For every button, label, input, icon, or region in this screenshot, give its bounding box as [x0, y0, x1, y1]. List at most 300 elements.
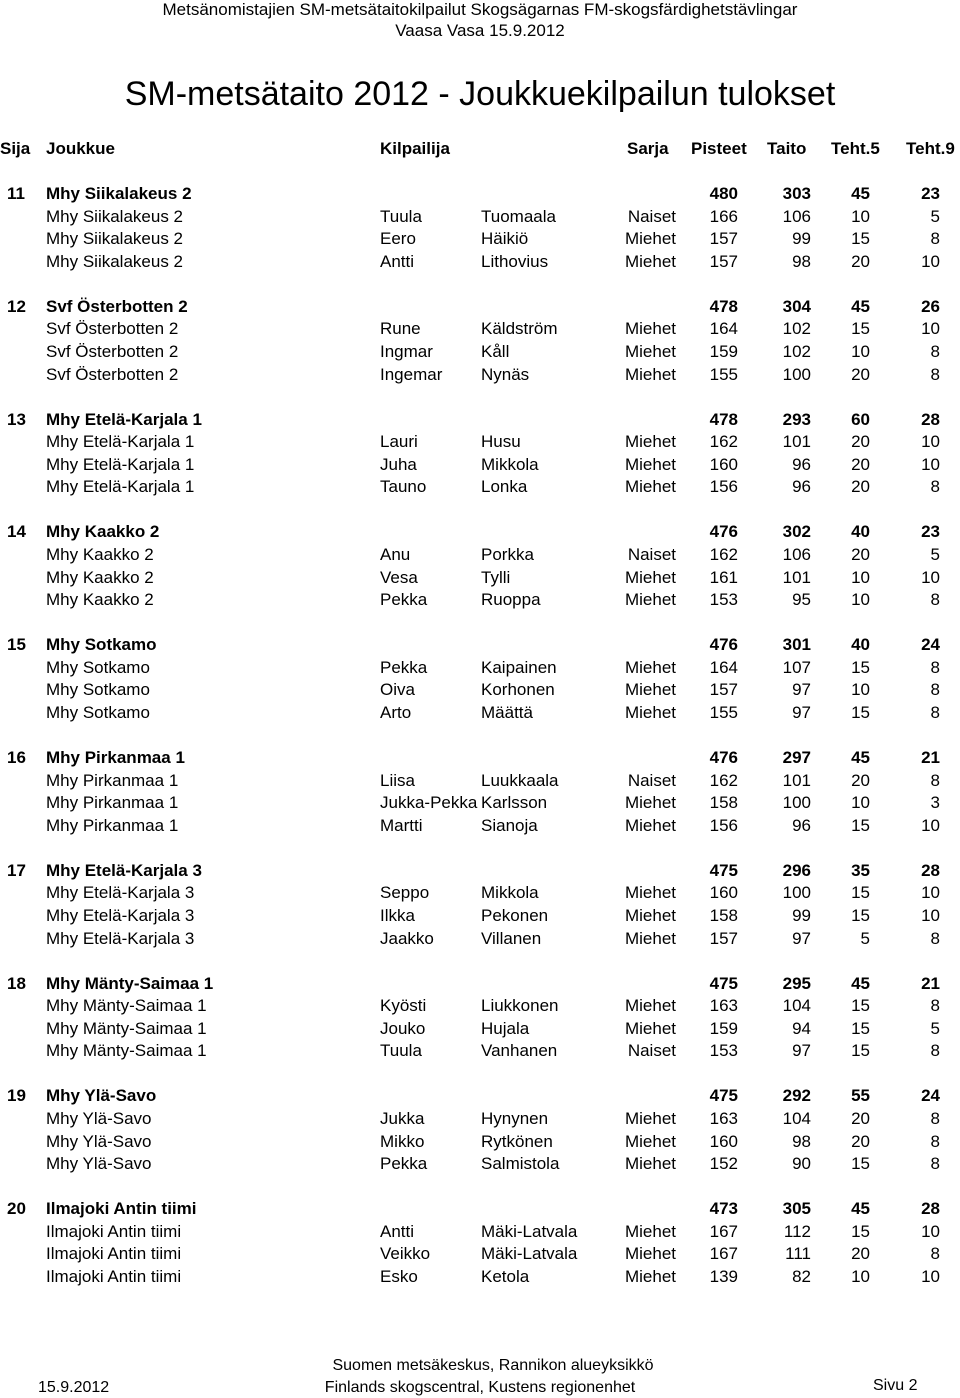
member-team: Mhy Sotkamo: [46, 680, 150, 700]
team-rank: 13: [7, 409, 26, 429]
footer-page-number: Sivu 2: [873, 1377, 918, 1394]
member-pisteet: 161: [709, 567, 738, 587]
member-team: Mhy Pirkanmaa 1: [46, 770, 179, 790]
member-sarja: Miehet: [624, 703, 676, 722]
member-pisteet: 159: [709, 1018, 738, 1038]
team-name: Ilmajoki Antin tiimi: [46, 1199, 197, 1219]
member-teht5: 10: [851, 206, 870, 226]
member-pisteet: 155: [709, 703, 738, 722]
member-teht5: 15: [851, 229, 870, 249]
member-last-name: Kaipainen: [481, 657, 557, 677]
team-row: [0, 747, 960, 769]
member-pisteet: 163: [709, 1109, 738, 1128]
member-last-name: Mikkola: [481, 883, 539, 903]
member-last-name: Tuomaala: [481, 206, 556, 226]
member-teht5: 20: [851, 770, 870, 790]
team-taito: 301: [782, 635, 811, 655]
member-teht5: 10: [851, 342, 870, 361]
member-last-name: Häikiö: [481, 229, 529, 249]
team-row: [0, 1198, 960, 1220]
member-row: [0, 431, 960, 453]
member-last-name: Pekonen: [481, 906, 549, 925]
member-pisteet: 164: [709, 319, 738, 339]
member-pisteet: 156: [709, 815, 738, 835]
team-pisteet: 476: [709, 748, 738, 767]
member-last-name: Salmistola: [481, 1154, 560, 1174]
member-pisteet: 155: [709, 364, 738, 384]
member-teht9: 5: [930, 545, 940, 564]
member-row: [0, 1153, 960, 1175]
member-pisteet: 158: [709, 793, 738, 813]
member-taito: 102: [782, 342, 811, 361]
team-rank: 18: [7, 973, 26, 993]
member-taito: 99: [792, 229, 811, 249]
member-first-name: Martti: [380, 815, 423, 835]
member-last-name: Sianoja: [481, 815, 538, 835]
member-row: [0, 567, 960, 589]
member-team: Mhy Siikalakeus 2: [46, 229, 184, 249]
team-pisteet: 476: [709, 635, 738, 655]
member-row: [0, 364, 960, 386]
member-pisteet: 160: [709, 883, 738, 903]
member-sarja: Miehet: [624, 477, 676, 497]
team-pisteet: 475: [709, 973, 738, 993]
member-taito: 94: [792, 1018, 811, 1038]
member-teht9: 10: [921, 906, 940, 925]
member-first-name: Ilkka: [380, 906, 415, 925]
member-last-name: Luukkaala: [481, 770, 559, 790]
member-team: Mhy Sotkamo: [46, 703, 150, 722]
col-header-joukkue: Joukkue: [46, 139, 115, 158]
member-pisteet: 159: [709, 342, 738, 361]
member-teht5: 15: [851, 1041, 870, 1061]
team-taito: 303: [782, 184, 811, 203]
event-header-line1: Metsänomistajien SM-metsätaitokilpailut Skogsägarnas FM-skogsfärdighetstävlingar: [162, 0, 798, 19]
member-pisteet: 162: [709, 432, 738, 452]
team-teht5: 35: [851, 860, 870, 880]
member-sarja: Miehet: [624, 1109, 676, 1128]
member-teht9: 8: [930, 590, 940, 610]
member-teht5: 20: [851, 364, 870, 384]
member-first-name: Tuula: [380, 1041, 422, 1061]
member-sarja: Miehet: [624, 590, 676, 610]
member-last-name: Lithovius: [481, 251, 549, 271]
member-team: Mhy Kaakko 2: [46, 545, 154, 564]
team-rank: 20: [7, 1199, 26, 1219]
member-taito: 100: [782, 793, 811, 813]
member-teht5: 10: [851, 567, 870, 587]
member-taito: 104: [782, 996, 811, 1016]
member-row: [0, 1266, 960, 1288]
member-row: [0, 1018, 960, 1040]
team-name: Mhy Etelä-Karjala 1: [46, 409, 202, 429]
team-pisteet: 475: [709, 1086, 738, 1106]
member-team: Mhy Etelä-Karjala 3: [46, 906, 195, 925]
member-teht9: 8: [930, 703, 940, 722]
team-teht5: 60: [851, 409, 870, 429]
member-first-name: Eero: [380, 229, 416, 249]
member-teht9: 10: [921, 815, 940, 835]
member-teht5: 15: [851, 815, 870, 835]
member-row: [0, 1131, 960, 1153]
team-teht9: 28: [921, 409, 940, 429]
team-taito: 293: [782, 409, 811, 429]
member-taito: 101: [782, 567, 811, 587]
member-taito: 98: [792, 1131, 811, 1151]
member-row: [0, 770, 960, 792]
team-teht9: 28: [921, 860, 940, 880]
member-taito: 90: [792, 1154, 811, 1174]
team-taito: 305: [782, 1199, 811, 1219]
member-row: [0, 454, 960, 476]
team-teht9: 24: [921, 1086, 940, 1106]
member-first-name: Kyösti: [380, 996, 427, 1016]
team-row: [0, 860, 960, 882]
member-pisteet: 160: [709, 1131, 738, 1151]
member-last-name: Mikkola: [481, 454, 539, 474]
member-team: Mhy Kaakko 2: [46, 590, 154, 610]
member-last-name: Nynäs: [481, 364, 530, 384]
team-teht9: 26: [921, 296, 940, 316]
member-last-name: Kåll: [481, 342, 510, 361]
member-teht5: 20: [851, 432, 870, 452]
col-header-pisteet: Pisteet: [691, 139, 747, 158]
member-last-name: Lonka: [481, 477, 528, 497]
member-taito: 100: [782, 364, 811, 384]
team-rank: 11: [7, 184, 25, 203]
member-taito: 104: [782, 1109, 811, 1128]
team-teht5: 45: [851, 184, 870, 203]
member-first-name: Tuula: [380, 206, 422, 226]
col-header-taito: Taito: [767, 139, 807, 158]
member-row: [0, 905, 960, 927]
member-team: Mhy Etelä-Karjala 1: [46, 477, 195, 497]
team-teht5: 45: [851, 748, 870, 767]
member-first-name: Pekka: [380, 590, 428, 610]
member-row: [0, 1040, 960, 1062]
member-team: Svf Österbotten 2: [46, 364, 179, 384]
member-pisteet: 157: [709, 229, 738, 249]
team-teht5: 45: [851, 296, 870, 316]
member-teht5: 20: [851, 454, 870, 474]
member-last-name: Liukkonen: [481, 996, 559, 1016]
member-teht9: 8: [930, 996, 940, 1016]
member-teht9: 8: [930, 770, 940, 790]
col-header-teht9: Teht.9: [906, 139, 955, 158]
footer-org-line2: Finlands skogscentral, Kustens regionenhet: [324, 1379, 636, 1396]
team-name: Mhy Kaakko 2: [46, 522, 160, 542]
member-pisteet: 160: [709, 454, 738, 474]
member-first-name: Pekka: [380, 1154, 428, 1174]
member-teht5: 15: [851, 1018, 870, 1038]
member-row: [0, 815, 960, 837]
member-team: Mhy Mänty-Saimaa 1: [46, 1018, 207, 1038]
member-taito: 96: [792, 454, 811, 474]
member-teht9: 10: [921, 883, 940, 903]
member-team: Mhy Sotkamo: [46, 657, 150, 677]
member-teht9: 8: [930, 1131, 940, 1151]
member-taito: 101: [782, 770, 811, 790]
team-rank: 16: [7, 748, 26, 767]
member-teht5: 20: [851, 1244, 870, 1264]
member-first-name: Veikko: [380, 1244, 431, 1264]
member-pisteet: 157: [709, 680, 738, 700]
member-last-name: Husu: [481, 432, 521, 452]
member-teht9: 10: [921, 454, 940, 474]
member-team: Mhy Etelä-Karjala 1: [46, 432, 195, 452]
member-taito: 98: [792, 251, 811, 271]
team-teht9: 24: [921, 635, 940, 655]
member-teht5: 20: [851, 251, 870, 271]
member-taito: 100: [782, 883, 811, 903]
team-teht9: 23: [921, 184, 940, 203]
member-taito: 106: [782, 206, 811, 226]
member-first-name: Tauno: [380, 477, 427, 497]
member-row: [0, 679, 960, 701]
team-name: Mhy Mänty-Saimaa 1: [46, 973, 214, 993]
member-team: Mhy Pirkanmaa 1: [46, 793, 179, 813]
member-taito: 97: [792, 703, 811, 722]
team-teht9: 21: [921, 973, 940, 993]
team-name: Mhy Pirkanmaa 1: [46, 748, 185, 767]
member-sarja: Miehet: [624, 996, 676, 1016]
member-last-name: Käldström: [481, 319, 558, 339]
member-pisteet: 139: [709, 1267, 738, 1286]
team-rank: 19: [7, 1086, 26, 1106]
member-pisteet: 167: [709, 1244, 738, 1264]
member-row: [0, 206, 960, 228]
member-sarja: Miehet: [624, 1154, 676, 1174]
member-team: Mhy Etelä-Karjala 1: [46, 454, 195, 474]
member-first-name: Pekka: [380, 657, 428, 677]
team-pisteet: 478: [709, 409, 738, 429]
member-teht9: 10: [921, 1267, 940, 1286]
member-teht9: 8: [930, 1244, 940, 1264]
member-last-name: Karlsson: [481, 793, 548, 813]
member-first-name: Oiva: [380, 680, 415, 700]
member-teht5: 15: [851, 1154, 870, 1174]
member-first-name: Ingemar: [380, 364, 443, 384]
col-header-sija: Sija: [0, 139, 31, 158]
member-teht9: 8: [930, 342, 940, 361]
member-teht5: 15: [851, 883, 870, 903]
team-rank: 14: [7, 522, 26, 542]
member-last-name: Vanhanen: [481, 1041, 558, 1061]
member-teht9: 5: [930, 206, 940, 226]
member-first-name: Antti: [380, 251, 415, 271]
member-teht9: 10: [921, 1221, 940, 1241]
member-row: [0, 476, 960, 498]
member-row: [0, 882, 960, 904]
member-first-name: Lauri: [380, 432, 418, 452]
member-sarja: Miehet: [624, 815, 676, 835]
team-teht5: 45: [851, 973, 870, 993]
member-row: [0, 589, 960, 611]
team-row: [0, 183, 960, 205]
member-team: Mhy Siikalakeus 2: [46, 206, 184, 226]
member-sarja: Miehet: [624, 1131, 676, 1151]
member-row: [0, 928, 960, 950]
member-team: Mhy Etelä-Karjala 3: [46, 928, 195, 948]
member-teht9: 8: [930, 477, 940, 497]
team-pisteet: 478: [709, 296, 738, 316]
member-sarja: Naiset: [627, 206, 676, 226]
member-teht9: 8: [930, 1154, 940, 1174]
member-pisteet: 164: [709, 657, 738, 677]
team-teht5: 55: [851, 1086, 870, 1106]
member-sarja: Miehet: [624, 1018, 676, 1038]
member-sarja: Miehet: [624, 657, 676, 677]
member-pisteet: 156: [709, 477, 738, 497]
member-teht9: 8: [930, 680, 940, 700]
member-taito: 96: [792, 477, 811, 497]
member-team: Mhy Mänty-Saimaa 1: [46, 1041, 207, 1061]
member-teht9: 10: [921, 251, 940, 271]
member-last-name: Korhonen: [481, 680, 555, 700]
member-taito: 97: [792, 680, 811, 700]
member-pisteet: 153: [709, 1041, 738, 1061]
member-sarja: Miehet: [624, 319, 676, 339]
member-teht9: 8: [930, 1109, 940, 1128]
member-teht5: 5: [860, 928, 870, 948]
member-first-name: Mikko: [380, 1131, 425, 1151]
member-taito: 102: [782, 319, 811, 339]
team-teht5: 40: [851, 635, 870, 655]
team-row: [0, 973, 960, 995]
member-last-name: Mäki-Latvala: [481, 1221, 578, 1241]
member-first-name: Anu: [380, 545, 411, 564]
member-taito: 101: [782, 432, 811, 452]
member-taito: 112: [783, 1221, 811, 1241]
member-row: [0, 702, 960, 724]
member-teht9: 8: [930, 364, 940, 384]
member-team: Ilmajoki Antin tiimi: [46, 1244, 182, 1264]
member-team: Mhy Etelä-Karjala 3: [46, 883, 195, 903]
team-row: [0, 409, 960, 431]
team-teht5: 40: [851, 522, 870, 542]
team-rank: 17: [7, 860, 26, 880]
footer-org-line1: Suomen metsäkeskus, Rannikon alueyksikkö: [332, 1357, 654, 1374]
member-team: Mhy Ylä-Savo: [46, 1109, 152, 1128]
team-taito: 292: [782, 1086, 811, 1106]
member-teht9: 10: [921, 432, 940, 452]
team-teht5: 45: [851, 1199, 870, 1219]
member-team: Mhy Mänty-Saimaa 1: [46, 996, 207, 1016]
member-first-name: Liisa: [380, 770, 415, 790]
member-sarja: Naiset: [627, 1041, 676, 1061]
member-pisteet: 152: [709, 1154, 738, 1174]
member-taito: 106: [782, 545, 811, 564]
member-last-name: Ketola: [481, 1267, 530, 1286]
team-row: [0, 296, 960, 318]
member-taito: 107: [782, 657, 811, 677]
member-team: Ilmajoki Antin tiimi: [46, 1221, 182, 1241]
member-taito: 96: [792, 815, 811, 835]
member-taito: 97: [792, 1041, 811, 1061]
member-teht5: 10: [851, 1267, 870, 1286]
member-row: [0, 341, 960, 363]
member-row: [0, 1243, 960, 1265]
team-rank: 15: [7, 635, 26, 655]
member-row: [0, 251, 960, 273]
team-name: Mhy Siikalakeus 2: [46, 184, 192, 203]
member-first-name: Vesa: [380, 567, 418, 587]
member-pisteet: 162: [709, 770, 738, 790]
team-pisteet: 475: [709, 860, 738, 880]
member-last-name: Porkka: [481, 545, 534, 564]
member-first-name: Seppo: [380, 883, 430, 903]
team-row: [0, 1085, 960, 1107]
member-row: [0, 228, 960, 250]
member-taito: 99: [792, 906, 811, 925]
footer-date: 15.9.2012: [38, 1379, 110, 1396]
member-sarja: Miehet: [624, 906, 676, 925]
member-teht9: 10: [921, 319, 940, 339]
member-teht5: 10: [851, 793, 870, 813]
team-teht9: 23: [921, 522, 940, 542]
team-taito: 296: [782, 860, 811, 880]
member-last-name: Mäki-Latvala: [481, 1244, 578, 1264]
member-sarja: Miehet: [624, 793, 676, 813]
member-taito: 82: [792, 1267, 811, 1286]
team-name: Svf Österbotten 2: [46, 296, 188, 316]
team-name: Mhy Ylä-Savo: [46, 1086, 157, 1106]
member-teht9: 3: [930, 793, 940, 813]
team-teht9: 21: [921, 748, 940, 767]
member-teht5: 10: [851, 590, 870, 610]
col-header-teht5: Teht.5: [831, 139, 880, 158]
member-pisteet: 157: [709, 251, 738, 271]
team-taito: 295: [782, 973, 811, 993]
member-sarja: Miehet: [624, 1267, 676, 1286]
member-first-name: Arto: [380, 703, 412, 722]
member-teht5: 20: [851, 1131, 870, 1151]
member-teht5: 15: [851, 996, 870, 1016]
member-first-name: Juha: [380, 454, 417, 474]
member-teht5: 20: [851, 545, 870, 564]
member-row: [0, 995, 960, 1017]
member-taito: 95: [792, 590, 811, 610]
team-rank: 12: [7, 296, 26, 316]
member-team: Svf Österbotten 2: [46, 319, 179, 339]
team-taito: 297: [782, 748, 811, 767]
member-taito: 111: [785, 1244, 811, 1264]
member-teht5: 15: [851, 906, 870, 925]
team-pisteet: 476: [709, 522, 738, 542]
member-sarja: Miehet: [624, 454, 676, 474]
member-last-name: Tylli: [481, 567, 511, 587]
member-sarja: Miehet: [624, 1221, 676, 1241]
col-header-kilpailija: Kilpailija: [380, 139, 450, 158]
member-last-name: Ruoppa: [481, 590, 541, 610]
member-sarja: Miehet: [624, 883, 676, 903]
member-row: [0, 544, 960, 566]
member-sarja: Miehet: [624, 928, 676, 948]
member-sarja: Miehet: [624, 364, 676, 384]
member-last-name: Hynynen: [481, 1109, 549, 1128]
member-teht5: 20: [851, 1109, 870, 1128]
member-first-name: Jukka-Pekka: [380, 793, 478, 813]
member-team: Mhy Kaakko 2: [46, 567, 154, 587]
member-first-name: Antti: [380, 1221, 415, 1241]
team-name: Mhy Etelä-Karjala 3: [46, 860, 202, 880]
member-teht9: 5: [930, 1018, 940, 1038]
member-first-name: Rune: [380, 319, 421, 339]
member-sarja: Miehet: [624, 342, 676, 361]
member-row: [0, 1221, 960, 1243]
team-row: [0, 634, 960, 656]
member-team: Svf Österbotten 2: [46, 342, 179, 361]
